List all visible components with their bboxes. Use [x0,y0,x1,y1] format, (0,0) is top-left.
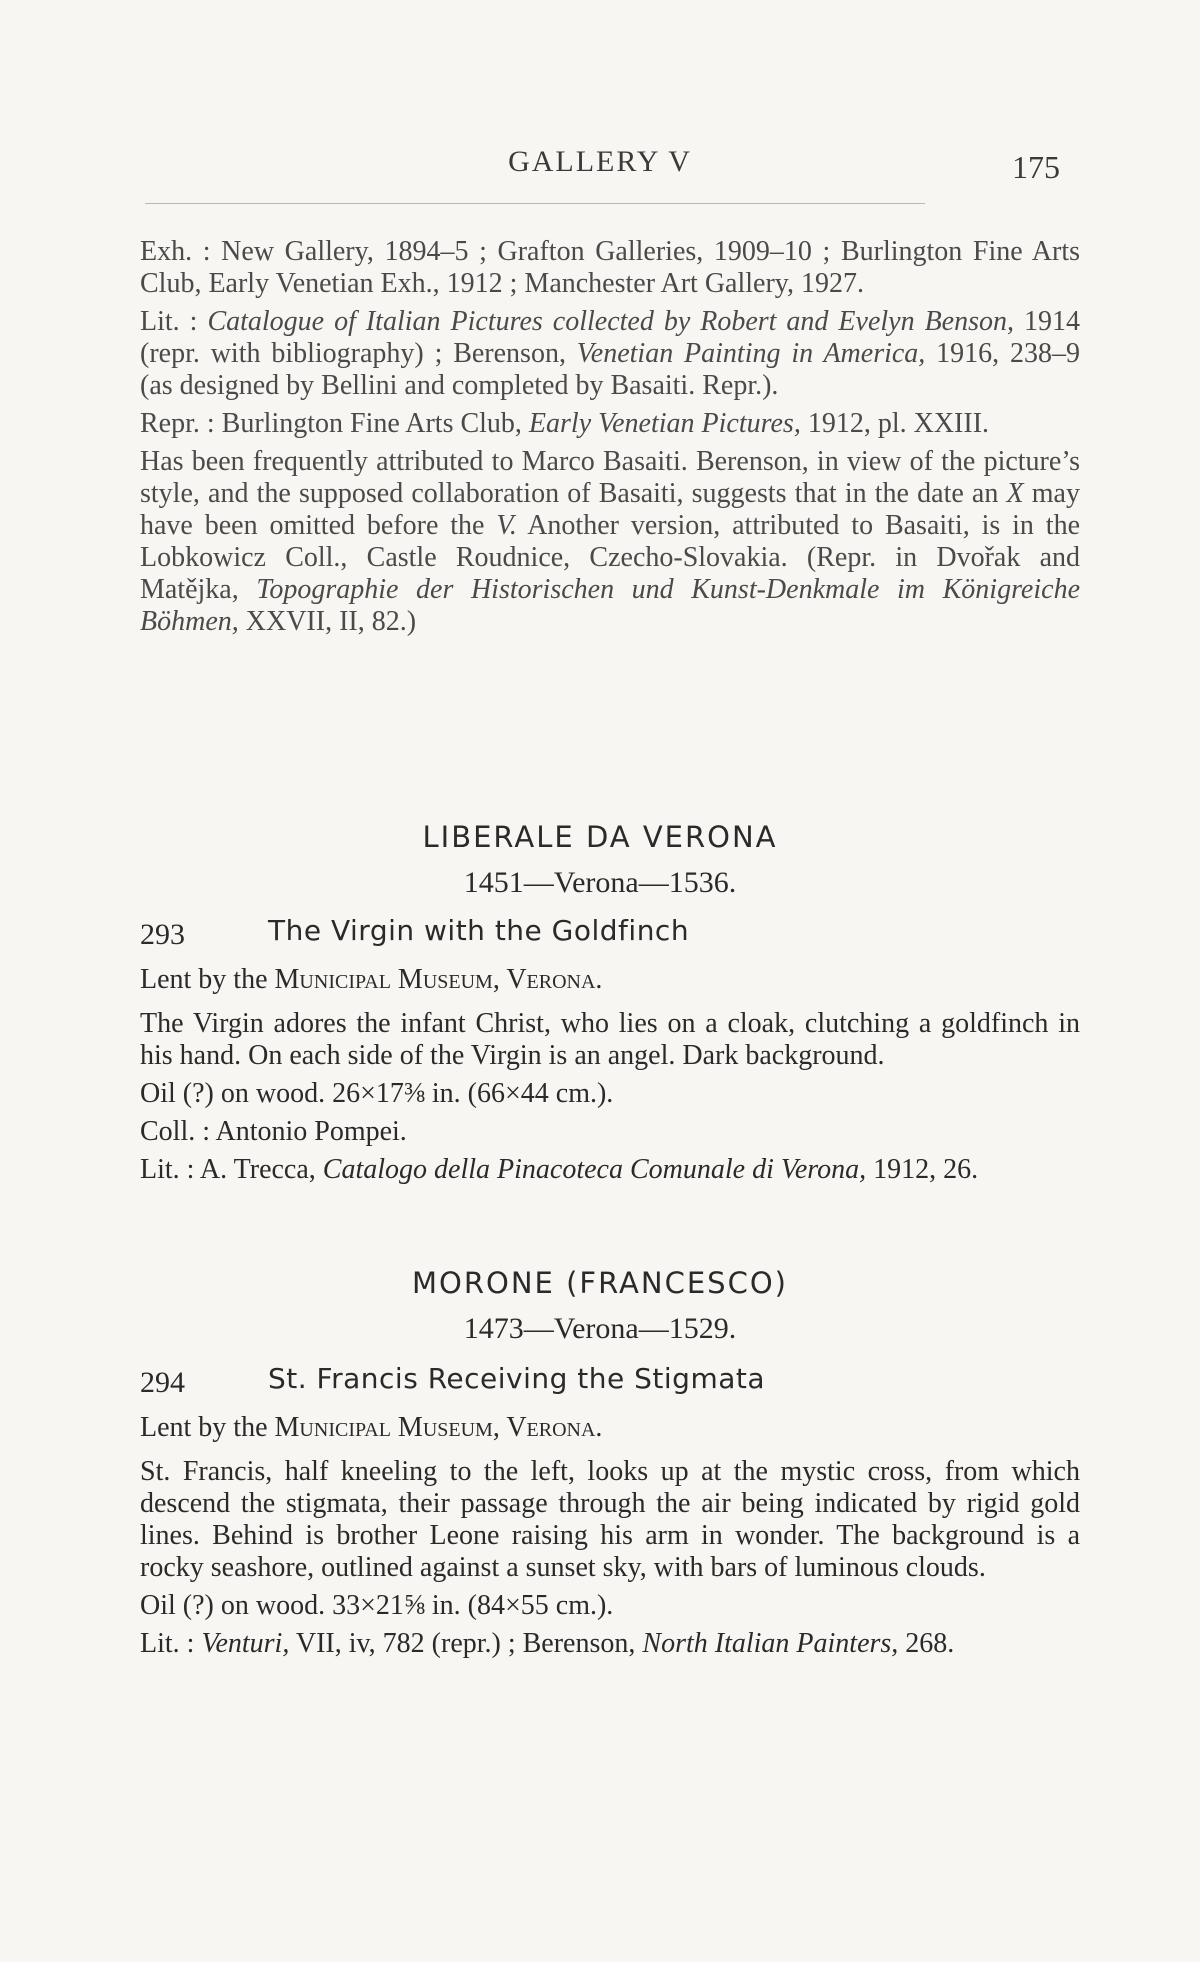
literature: Lit. : A. Trecca, Catalogo della Pinacoteca Comunale di Verona, 1912, 26. [140,1154,979,1185]
exhibitions-paragraph: Exh. : New Gallery, 1894–5 ; Grafton Galleries, 1909–10 ; Burlington Fine Arts Club, Early Venetian Exh., 1912 ; Manchester Art Gallery, 1927. [140,236,1081,299]
medium-dimensions: Oil (?) on wood. 26×17⅜ in. (66×44 cm.). [140,1078,614,1109]
running-title: GALLERY V [508,145,692,178]
entry-heading [140,914,1080,954]
lender-line: Lent by the Municipal Museum, Verona. [140,1412,603,1443]
catalogue-number: 293 [140,918,185,951]
collection: Coll. : Antonio Pompei. [140,1116,407,1147]
description: St. Francis, half kneeling to the left, looks up at the mystic cross, from which descend the stigmata, their passage through the air being indicated by rigid gold lines. Behind is brother Leone raising his arm in wonder. The background is a rocky seashore, outlined against a sunset sky, with bars of luminous clouds. [140,1456,1080,1583]
artist-name: MORONE (FRANCESCO) [412,1266,788,1300]
work-title: St. Francis Receiving the Stigmata [268,1362,766,1395]
running-head [140,145,1060,185]
medium-dimensions: Oil (?) on wood. 33×21⅝ in. (84×55 cm.). [140,1590,614,1621]
previous-entry [140,236,1080,644]
lender-line: Lent by the Municipal Museum, Verona. [140,964,603,995]
lender-name: Municipal Museum, Verona. [274,964,603,995]
page-number: 175 [1012,149,1060,185]
entry-heading [140,1362,1080,1402]
catalogue-number: 294 [140,1366,185,1399]
artist-dates: 1451—Verona—1536. [463,866,737,899]
reproduction-paragraph: Repr. : Burlington Fine Arts Club, Early Venetian Pictures, 1912, pl. XXIII. [140,408,990,439]
attribution-note: Has been frequently attributed to Marco Basaiti. Berenson, in view of the picture’s style, and the supposed collaboration of Basaiti, suggests that in the date an X may have been omitted before the V. Another version, attributed to Basaiti, is in the Lobkowicz Coll., Castle Roudnice, Czecho-Slovakia. (Repr. in Dvořak and Matějka, Topographie der Historischen und Kunst-Denkmale im Königreiche Böhmen, XXVII, II, 82.) [140,446,1080,637]
artist-name: LIBERALE DA VERONA [422,820,778,854]
work-title: The Virgin with the Goldfinch [268,914,690,947]
literature: Lit. : Venturi, VII, iv, 782 (repr.) ; Berenson, North Italian Painters, 268. [140,1628,955,1659]
literature-paragraph: Lit. : Catalogue of Italian Pictures collected by Robert and Evelyn Benson, 1914 (repr. with bibliography) ; Berenson, Venetian Painting in America, 1916, 238–9 (as designed by Bellini and completed by Basaiti. Repr.). [140,306,1081,401]
lender-name: Municipal Museum, Verona. [274,1412,603,1443]
artist-dates: 1473—Verona—1529. [463,1312,737,1345]
description: The Virgin adores the infant Christ, who lies on a cloak, clutching a goldfinch in his hand. On each side of the Virgin is an angel. Dark background. [140,1008,1080,1071]
header-rule [145,203,925,204]
entry-body [140,964,1080,1192]
entry-body [140,1412,1080,1666]
